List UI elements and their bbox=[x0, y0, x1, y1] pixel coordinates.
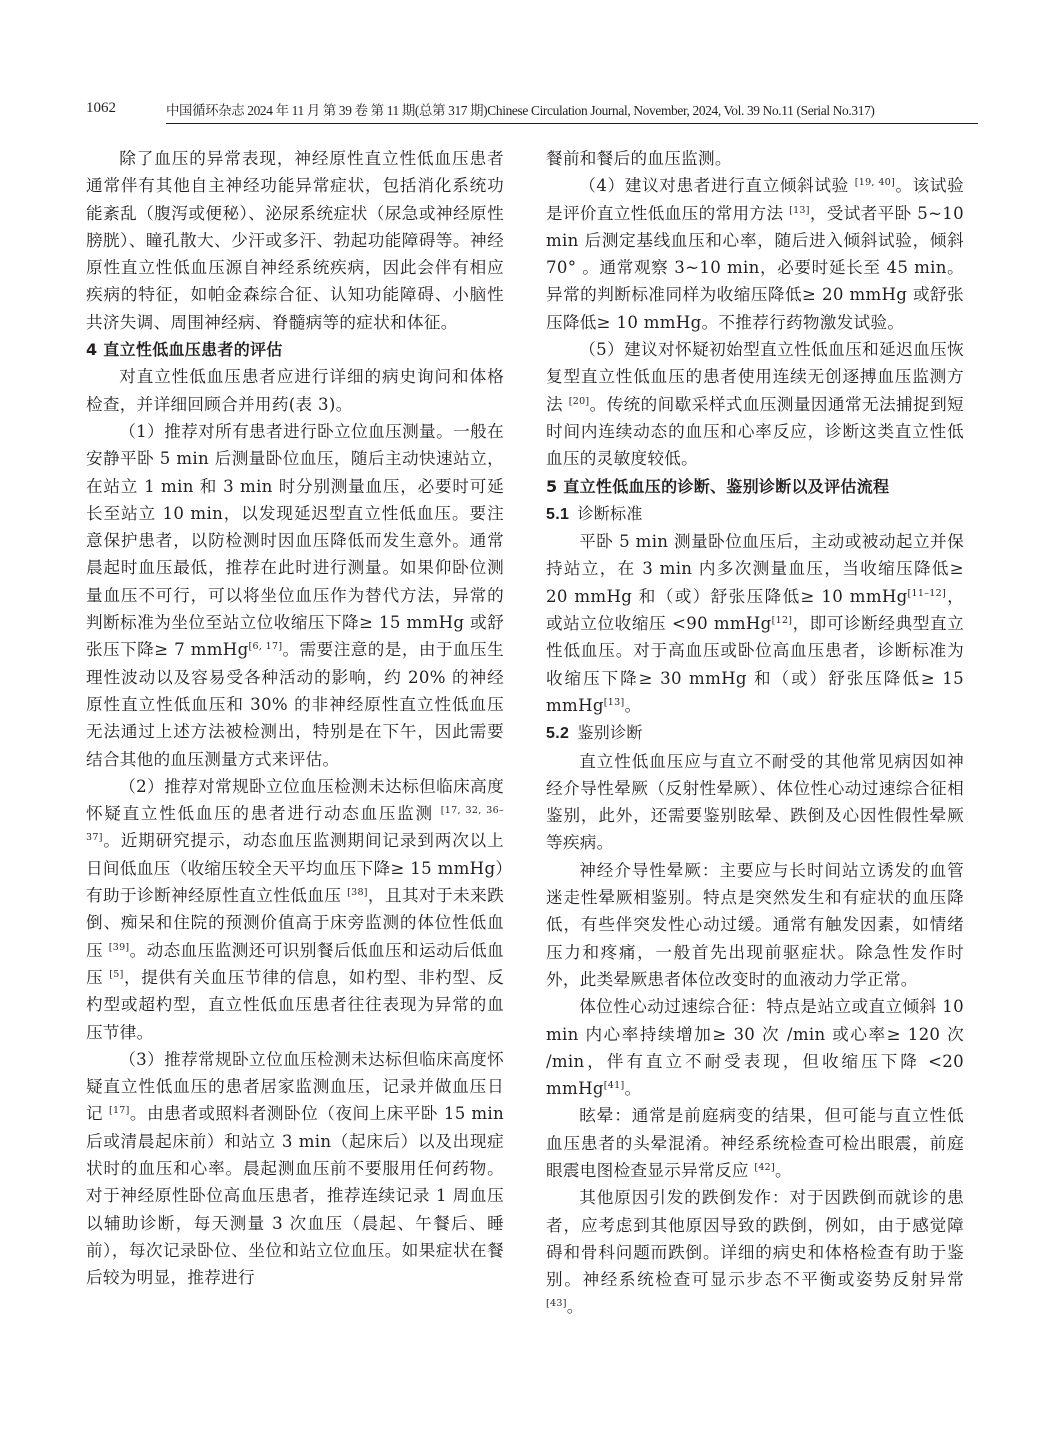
text-run: 除了血压的异常表现，神经原性直立性低血压患者通常伴有其他自主神经功能异常症状，包括消化系统功能紊乱（腹泻或便秘）、泌尿系统症状（尿急或神经原性膀胱）、瞳孔散大、少汗或多汗、勃起功能障碍等。神经原性直立性低血压源自神经系统疾病，因此会伴有相应疾病的特征，如帕金森综合征、认知功能障碍、小脑性共济失调、周围神经病、脊髓病等的症状和体征。 bbox=[86, 149, 504, 332]
citation-ref: [38] bbox=[347, 887, 368, 899]
text-run: 。 bbox=[624, 1079, 642, 1099]
text-run: 其他原因引发的跌倒发作：对于因跌倒而就诊的患者，应考虑到其他原因导致的跌倒，例如，由于感觉障碍和骨科问题而跌倒。详细的病史和体格检查有助于鉴别。神经系统检查可显示步态不平衡或姿势反射异常 bbox=[546, 1188, 964, 1290]
citation-ref: [13] bbox=[789, 204, 810, 216]
text-run: （4）建议对患者进行直立倾斜试验 bbox=[579, 176, 855, 196]
text-run: 。 bbox=[624, 695, 642, 715]
citation-ref: [11–12] bbox=[907, 587, 946, 599]
citation-ref: [42] bbox=[754, 1161, 776, 1173]
citation-ref: [12] bbox=[771, 615, 793, 627]
page-number: 1062 bbox=[86, 100, 116, 116]
paragraph bbox=[546, 748, 964, 857]
text-run: 。需要注意的是，由于血压生理性波动以及容易受各种活动的影响，约 20% 的神经原性直立性低血压和 30% 的非神经原性直立性低血压无法通过上述方法被检测出，特别是在下午，因此需要结合其他的血压测量方式来评估。 bbox=[86, 640, 504, 769]
paragraph bbox=[546, 528, 964, 719]
text-run: （3）推荐常规卧立位血压检测未达标但临床高度怀疑直立性低血压的患者居家监测血压，记录并做血压日记 bbox=[86, 1049, 504, 1124]
section-heading bbox=[546, 473, 964, 500]
paragraph bbox=[86, 773, 504, 1046]
text-run: ，且其对于未来跌倒、痴呆和住院的预测价值高于床旁监测的体位性低血压 bbox=[86, 886, 504, 960]
subsection-heading bbox=[546, 500, 964, 528]
paragraph bbox=[546, 1184, 964, 1320]
left-column bbox=[86, 145, 504, 1291]
text-run: ，受试者平卧 5~10 min 后测定基线血压和心率，随后进入倾斜试验，倾斜 70° 。通常观察 3~10 min，必要时延长至 45 min。异常的判断标准同样为收缩压降低≥ 20 mmHg 或舒张压降低≥ 10 mmHg。不推荐行药物激发试验。 bbox=[546, 203, 964, 332]
section-heading bbox=[86, 336, 504, 363]
text-run: 对直立性低血压患者应进行详细的病史询问和体格检查，并详细回顾合并用药(表 3)。 bbox=[86, 367, 504, 414]
text-run: 诊断标准 bbox=[577, 503, 643, 523]
paragraph bbox=[546, 145, 964, 172]
text-run: 平卧 5 min 测量卧位血压后，主动或被动起立并保持站立，在 3 min 内多次测量血压，当收缩压降低≥ 20 mmHg 和（或）舒张压降低≥ 10 mmHg bbox=[546, 532, 964, 606]
paragraph bbox=[546, 172, 964, 336]
running-title: 中国循环杂志 2024 年 11 月 第 39 卷 第 11 期(总第 317 期)Chinese Circulation Journal, November, 2024, Vol. 39 No.11 (Serial No.317) bbox=[166, 100, 978, 124]
text-run: ，提供有关血压节律的信息，如杓型、非杓型、反杓型或超杓型，直立性低血压患者往往表现为异常的血压节律。 bbox=[86, 967, 504, 1042]
paragraph bbox=[86, 363, 504, 418]
citation-ref: [20] bbox=[568, 395, 590, 407]
citation-ref: [5] bbox=[109, 968, 124, 980]
text-run: 。近期研究提示，动态血压监测期间记录到两次以上日间低血压（收缩压较全天平均血压下降≥ 15 mmHg）有助于诊断神经原性直立性低血压 bbox=[86, 831, 504, 906]
paragraph bbox=[546, 857, 964, 993]
paragraph bbox=[86, 1046, 504, 1292]
citation-ref: [17] bbox=[108, 1105, 130, 1117]
text-run: 。 bbox=[775, 1160, 792, 1180]
text-run: 。传统的间歇采样式血压测量因通常无法捕捉到短时间内连续动态的血压和心率反应，诊断这类直立性低血压的灵敏度较低。 bbox=[546, 394, 964, 469]
text-run: 鉴别诊断 bbox=[577, 723, 643, 743]
paragraph bbox=[546, 993, 964, 1102]
paragraph bbox=[546, 336, 964, 472]
citation-ref: [6, 17] bbox=[248, 641, 283, 653]
citation-ref: [41] bbox=[603, 1080, 625, 1092]
text-run: （2）推荐对常规卧立位血压检测未达标但临床高度怀疑直立性低血压的患者进行动态血压监测 bbox=[86, 776, 504, 824]
text-run: 神经介导性晕厥：主要应与长时间站立诱发的血管迷走性晕厥相鉴别。特点是突然发生和有症状的血压降低，有些伴突发性心动过缓。通常有触发因素，如情绪压力和疼痛，一般首先出现前驱症状。除急性发作时外，此类晕厥患者体位改变时的血液动力学正常。 bbox=[546, 860, 964, 989]
paragraph bbox=[86, 145, 504, 336]
subsection-heading bbox=[546, 719, 964, 747]
text-run: （5）建议对怀疑初始型直立性低血压和延迟血压恢复型直立性低血压的患者使用连续无创逐搏血压监测方法 bbox=[546, 340, 964, 414]
text-run: 眩晕：通常是前庭病变的结果，但可能与直立性低血压患者的头晕混淆。神经系统检查可检出眼震，前庭眼震电图检查显示异常反应 bbox=[546, 1106, 964, 1180]
citation-ref: [13] bbox=[603, 696, 625, 708]
citation-ref: [19, 40] bbox=[854, 177, 896, 189]
paragraph bbox=[86, 418, 504, 773]
running-header bbox=[86, 98, 978, 122]
text-run: 。 bbox=[566, 1297, 584, 1317]
text-run: 餐前和餐后的血压监测。 bbox=[546, 149, 732, 168]
text-run: 。该试验是评价直立性低血压的常用方法 bbox=[546, 176, 965, 223]
text-run: 4 直立性低血压患者的评估 bbox=[86, 340, 283, 360]
paragraph bbox=[546, 1102, 964, 1184]
text-run: ，即可诊断经典型直立性低血压。对于高血压或卧位高血压患者，诊断标准为收缩压下降≥ 30 mmHg 和（或）舒张压降低≥ 15 mmHg bbox=[546, 614, 965, 715]
right-column bbox=[546, 145, 964, 1321]
text-run: 。由患者或照料者测卧位（夜间上床平卧 15 min 后或清晨起床前）和站立 3 min（起床后）以及出现症状时的血压和心率。晨起测血压前不要服用任何药物。对于神经原性卧位高血压患者，推荐连续记录 1 周血压以辅助诊断，每天测量 3 次血压（晨起、午餐后、睡前），每次记录卧位、坐位和站立位血压。如果症状在餐后较为明显，推荐进行 bbox=[86, 1104, 504, 1288]
text-run: （1）推荐对所有患者进行卧立位血压测量。一般在安静平卧 5 min 后测量卧位血压，随后主动快速站立，在站立 1 min 和 3 min 时分别测量血压，必要时可延长至站立 10 min，以发现延迟型直立性低血压。要注意保护患者，以防检测时因血压降低而发生意外。通常晨起时血压最低，推荐在此时进行测量。如果仰卧位测量血压不可行，可以将坐位血压作为替代方法，异常的判断标准为坐位至站立位收缩压下降≥ 15 mmHg 或舒张压下降≥ 7 mmHg bbox=[86, 421, 504, 660]
text-run: 体位性心动过速综合征：特点是站立或直立倾斜 10 min 内心率持续增加≥ 30 次 /min 或心率≥ 120 次 /min，伴有直立不耐受表现，但收缩压下降 <20 mmHg bbox=[546, 997, 964, 1099]
subsection-number: 5.1 bbox=[546, 505, 570, 523]
citation-ref: [39] bbox=[108, 941, 130, 953]
citation-ref: [43] bbox=[546, 1298, 567, 1310]
text-run: 直立性低血压应与直立不耐受的其他常见病因如神经介导性晕厥（反射性晕厥）、体位性心动过速综合征相鉴别，此外，还需要鉴别眩晕、跌倒及心因性假性晕厥等疾病。 bbox=[546, 751, 964, 853]
citation-ref: [17, 32, 36–37] bbox=[86, 805, 504, 844]
text-run: 5 直立性低血压的诊断、鉴别诊断以及评估流程 bbox=[546, 476, 890, 496]
subsection-number: 5.2 bbox=[546, 725, 570, 743]
text-run: ，或站立位收缩压 <90 mmHg bbox=[546, 586, 964, 634]
text-run: 。动态血压监测还可识别餐后低血压和运动后低血压 bbox=[86, 940, 504, 987]
